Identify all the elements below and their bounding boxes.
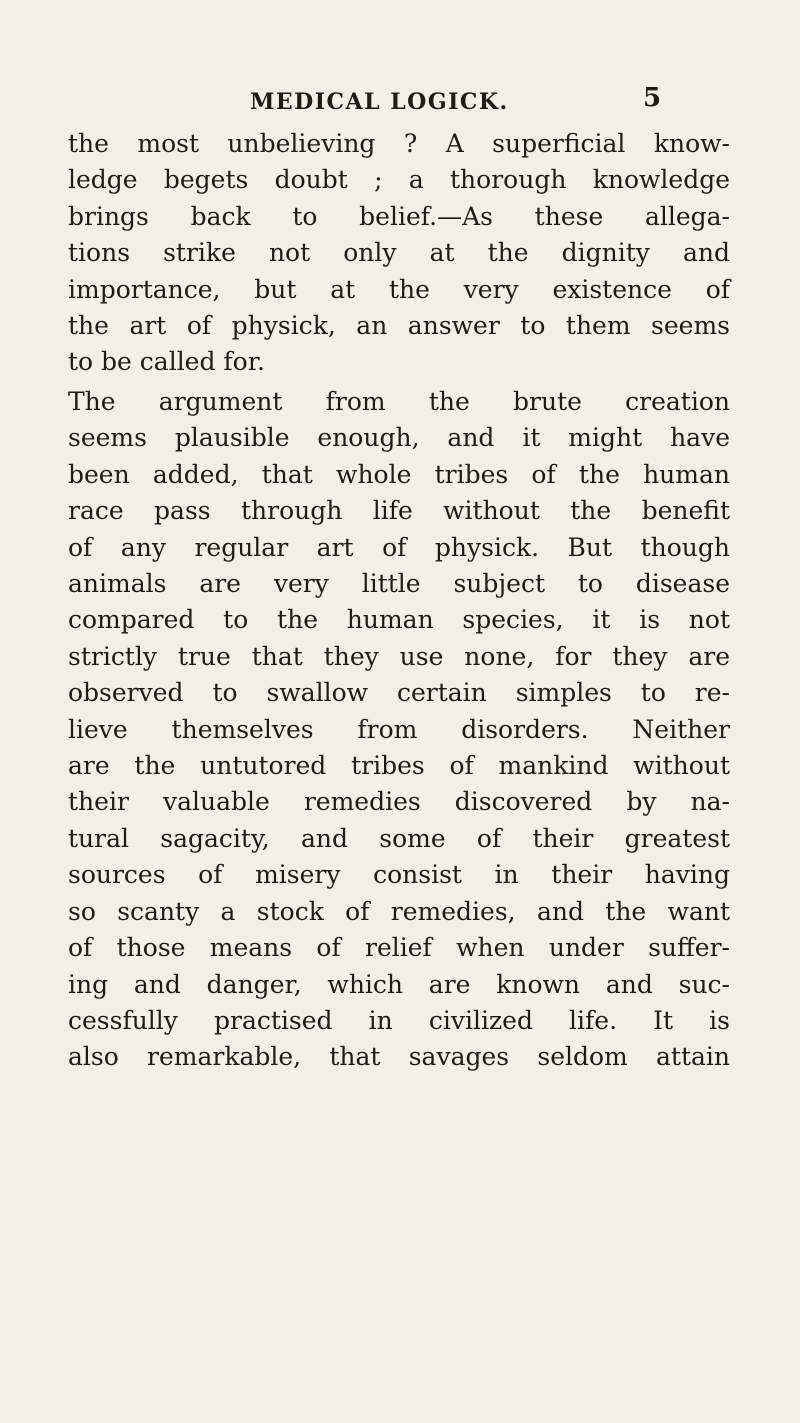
text-line: brings back to belief.—As these allega- — [68, 201, 730, 231]
text-line: cessfully practised in civilized life. It is — [68, 1005, 730, 1035]
text-line: animals are very little subject to disease — [68, 569, 730, 599]
text-line: the art of physick, an answer to them seems — [68, 311, 730, 341]
text-line: compared to the human species, it is not — [68, 605, 730, 635]
running-head — [0, 83, 800, 123]
text-line: lieve themselves from disorders. Neither — [68, 714, 730, 744]
paragraph-1 — [68, 126, 730, 381]
text-line: ledge begets doubt ; a thorough knowledge — [68, 165, 730, 195]
text-line: the most unbelieving ? A superficial know- — [68, 129, 730, 158]
text-line: also remarkable, that savages seldom attain — [68, 1042, 730, 1072]
text-line: tural sagacity, and some of their greatest — [68, 823, 730, 853]
text-line: are the untutored tribes of mankind without — [68, 751, 730, 781]
page-number: 5 — [643, 83, 662, 113]
text-line: strictly true that they use none, for they are — [68, 641, 730, 671]
text-line: so scanty a stock of remedies, and the want — [68, 896, 730, 926]
text-line: to be called for. — [68, 347, 265, 377]
text-line: observed to swallow certain simples to re- — [68, 678, 730, 708]
text-line: ing and danger, which are known and suc- — [68, 969, 730, 999]
text-line: importance, but at the very existence of — [68, 274, 730, 304]
text-line: race pass through life without the benefit — [68, 496, 730, 526]
text-line: seems plausible enough, and it might have — [68, 423, 730, 453]
text-line: of those means of relief when under suffer- — [68, 933, 730, 963]
text-line: of any regular art of physick. But though — [68, 532, 730, 562]
running-title: MEDICAL LOGICK. — [250, 89, 509, 115]
text-line: their valuable remedies discovered by na- — [68, 787, 730, 817]
text-line: been added, that whole tribes of the human — [68, 459, 730, 489]
text-line: sources of misery consist in their having — [68, 860, 730, 890]
text-line: The argument from the brute creation — [68, 387, 730, 416]
paragraph-2 — [68, 384, 730, 1076]
text-line: tions strike not only at the dignity and — [68, 238, 730, 268]
